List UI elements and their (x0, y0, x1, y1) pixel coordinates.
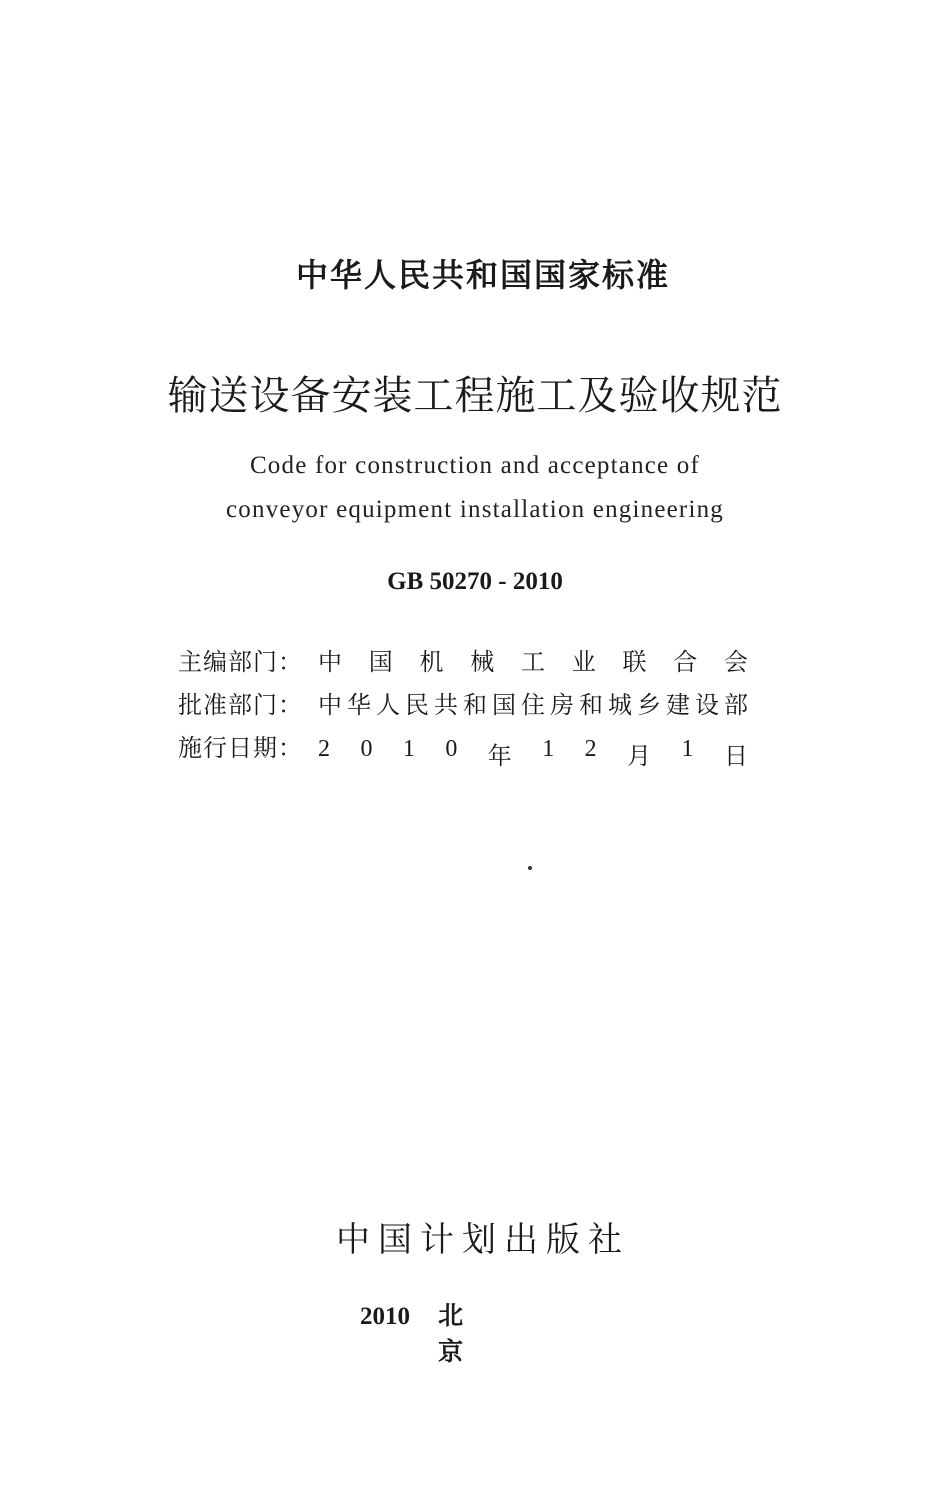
info-char: 0 (360, 736, 373, 762)
title-english-line-1: Code for construction and acceptance of (249, 452, 701, 479)
info-block (178, 642, 748, 771)
info-char: 民 (405, 691, 429, 719)
title-chinese: 输送设备安装工程施工及验收规范 (167, 373, 783, 419)
info-char: 国 (492, 691, 516, 719)
info-char: 0 (445, 736, 458, 762)
publication-place (360, 1296, 580, 1368)
info-char: 年 (487, 742, 512, 770)
info-char: 械 (470, 648, 495, 676)
info-char: 国 (368, 648, 393, 676)
info-char: 工 (521, 648, 545, 676)
info-char: 乡 (637, 691, 661, 719)
info-char: 和 (463, 691, 487, 719)
info-char: 和 (579, 691, 603, 719)
publication-city: 北京 (438, 1301, 518, 1366)
effective-date-row (178, 728, 748, 771)
chief-editor-label: 主编部门： (178, 648, 303, 676)
speck-dot (528, 866, 532, 870)
info-char: 共 (434, 691, 458, 719)
standard-number: GB 50270 - 2010 (387, 568, 563, 595)
info-char: 合 (673, 648, 698, 676)
approval-label: 批准部门： (178, 691, 303, 719)
info-char: 1 (542, 736, 555, 762)
info-char: 华 (347, 691, 371, 719)
info-char: 2 (318, 736, 330, 762)
info-char: 设 (695, 691, 719, 719)
chief-editor-value (318, 642, 748, 677)
info-char: 人 (376, 691, 400, 719)
info-char: 房 (550, 691, 574, 719)
info-char: 中 (318, 691, 342, 719)
info-char: 城 (608, 691, 632, 719)
standard-type-heading: 中华人民共和国国家标准 (295, 256, 670, 294)
effective-date-label: 施行日期： (178, 734, 303, 762)
effective-date-value (318, 736, 748, 771)
approval-row (178, 685, 748, 728)
publication-year: 2010 (360, 1303, 410, 1330)
info-char: 建 (666, 691, 690, 719)
publisher-name: 中国计划出版社 (336, 1220, 630, 1260)
info-char: 住 (521, 691, 545, 719)
info-char: 2 (584, 736, 597, 762)
info-char: 机 (419, 648, 444, 676)
info-char: 部 (724, 691, 748, 719)
approval-value (318, 685, 748, 720)
info-char: 业 (571, 648, 596, 676)
info-char: 月 (627, 742, 652, 770)
chief-editor-row (178, 642, 748, 685)
info-char: 1 (681, 736, 694, 762)
info-char: 日 (723, 742, 748, 770)
info-char: 中 (318, 648, 342, 676)
title-english-line-2: conveyor equipment installation engineering (226, 496, 724, 523)
info-char: 会 (724, 648, 748, 676)
info-char: 联 (622, 648, 647, 676)
info-char: 1 (402, 736, 415, 762)
